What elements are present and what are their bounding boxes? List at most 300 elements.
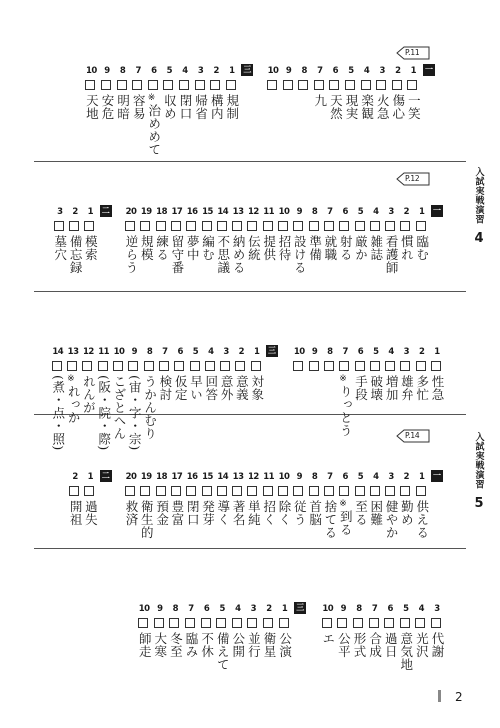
answer-text: 一笑 [406, 94, 422, 120]
answer-text: こざとへん [112, 375, 127, 440]
check-box[interactable] [293, 361, 303, 371]
answer-text: 合成 [367, 632, 383, 658]
page-reference-tag [396, 172, 426, 186]
check-box[interactable] [431, 618, 441, 628]
item-number: 10 [113, 347, 125, 357]
page-reference-label: P.11 [405, 48, 420, 57]
check-box[interactable] [205, 361, 215, 371]
answer-text: 治めめて [146, 104, 162, 156]
item-number: 3 [223, 347, 229, 357]
check-box[interactable] [309, 361, 319, 371]
check-box[interactable] [353, 618, 363, 628]
item-number: 1 [434, 347, 440, 357]
check-box[interactable] [263, 486, 273, 496]
answer-item [375, 44, 389, 144]
check-box[interactable] [267, 80, 277, 90]
check-box[interactable] [247, 618, 257, 628]
item-number: 13 [232, 207, 244, 217]
answer-item [292, 325, 306, 425]
check-box[interactable] [370, 221, 380, 231]
answer-item [246, 185, 260, 285]
check-box[interactable] [125, 221, 135, 231]
check-box[interactable] [415, 618, 425, 628]
answer-text: 対象 [249, 375, 265, 401]
check-box[interactable] [69, 486, 79, 496]
check-box[interactable] [324, 361, 334, 371]
check-box[interactable] [235, 361, 245, 371]
answer-item [231, 185, 245, 285]
check-box[interactable] [140, 221, 150, 231]
answer-text: 形式 [352, 632, 367, 658]
answer-item [338, 185, 352, 285]
item-number: 4 [208, 347, 214, 357]
item-number: 9 [131, 347, 137, 357]
check-box[interactable] [179, 80, 189, 90]
item-number: 4 [373, 207, 379, 217]
answer-item [415, 325, 429, 425]
section-divider [34, 291, 466, 292]
check-box[interactable] [376, 80, 386, 90]
check-box[interactable] [392, 80, 402, 90]
check-box[interactable] [154, 618, 164, 628]
answer-item [116, 44, 130, 144]
check-box[interactable] [355, 221, 365, 231]
answer-item [313, 44, 327, 144]
item-number: 3 [250, 604, 257, 614]
item-number: 6 [342, 472, 348, 482]
answer-item [282, 44, 296, 144]
check-box[interactable] [190, 361, 200, 371]
answer-text: 招く [261, 500, 277, 526]
check-box[interactable] [263, 221, 273, 231]
answer-text: 過日 [383, 632, 399, 658]
check-box[interactable] [210, 80, 220, 90]
item-number: 11 [263, 207, 275, 217]
answer-text: 臨み [184, 632, 199, 658]
answer-item [336, 582, 350, 682]
check-box[interactable] [416, 361, 426, 371]
item-number: 10 [322, 604, 334, 614]
answer-item [124, 450, 138, 550]
check-box[interactable] [309, 486, 319, 496]
check-box[interactable] [144, 361, 154, 371]
item-number: 5 [373, 347, 379, 357]
check-box[interactable] [283, 80, 293, 90]
item-number: 7 [327, 207, 333, 217]
item-number: 6 [357, 347, 364, 357]
item-number: 15 [202, 207, 213, 217]
check-box[interactable] [84, 486, 94, 496]
group-number-badge: 二 [101, 471, 110, 480]
answer-item [368, 582, 382, 682]
answer-text: 過失 [83, 500, 99, 526]
answer-item [155, 450, 169, 550]
answer-item [216, 185, 230, 285]
answer-item [278, 582, 292, 682]
item-number: 8 [172, 604, 179, 614]
answer-text: 模索 [83, 235, 99, 261]
check-box[interactable] [247, 486, 257, 496]
check-box[interactable] [384, 618, 394, 628]
item-number: 2 [266, 604, 272, 614]
check-box[interactable] [138, 618, 148, 628]
answer-item [338, 450, 352, 550]
answer-text: 火急 [375, 94, 391, 120]
answer-item [430, 582, 444, 682]
check-box[interactable] [220, 361, 230, 371]
check-box[interactable] [416, 221, 426, 231]
answer-item [383, 582, 397, 682]
answer-item [170, 185, 184, 285]
item-number: 12 [247, 472, 259, 482]
answer-text: 逆らう [124, 235, 139, 274]
item-number: 2 [72, 207, 78, 217]
item-number: 7 [327, 472, 333, 482]
answer-item [406, 44, 420, 144]
check-box[interactable] [156, 486, 166, 496]
item-number: 5 [357, 207, 364, 217]
page-reference-label: P.12 [405, 174, 420, 183]
check-box[interactable] [345, 80, 355, 90]
answer-text: 導く [215, 500, 231, 526]
check-box[interactable] [400, 361, 410, 371]
item-number: 13 [232, 472, 244, 482]
check-box[interactable] [226, 80, 236, 90]
check-box[interactable] [247, 221, 257, 231]
section-side-title-text: 入試実戦演習 [473, 167, 484, 224]
check-box[interactable] [169, 618, 179, 628]
item-number: 8 [327, 347, 333, 357]
check-box[interactable] [400, 486, 410, 496]
item-number: 10 [293, 347, 305, 357]
answer-item [137, 582, 151, 682]
check-box[interactable] [369, 618, 379, 628]
item-number: 9 [311, 347, 318, 357]
check-box[interactable] [54, 221, 64, 231]
item-number: 14 [217, 472, 229, 482]
answer-item [292, 185, 306, 285]
item-number: 19 [140, 472, 152, 482]
answer-item [100, 44, 114, 144]
item-number: 16 [186, 472, 198, 482]
answer-text: 多忙 [414, 375, 430, 401]
item-number: 3 [403, 347, 410, 357]
answer-item [430, 325, 444, 425]
check-box[interactable] [370, 486, 380, 496]
check-box[interactable] [195, 80, 205, 90]
answer-item [216, 450, 230, 550]
answer-item [369, 185, 383, 285]
answer-item [194, 44, 208, 144]
answer-text: 従う [292, 500, 308, 526]
check-box[interactable] [159, 361, 169, 371]
answer-item [384, 185, 398, 285]
item-number: 6 [151, 66, 157, 76]
check-box[interactable] [148, 80, 158, 90]
answer-item [139, 450, 153, 550]
answer-item [83, 185, 97, 285]
group-number-badge: 一 [433, 206, 441, 215]
check-box[interactable] [416, 486, 426, 496]
answer-text: 規制 [224, 94, 240, 120]
check-box[interactable] [128, 361, 138, 371]
check-box[interactable] [186, 221, 196, 231]
check-box[interactable] [324, 221, 334, 231]
check-box[interactable] [293, 486, 303, 496]
answer-item [219, 325, 233, 425]
check-box[interactable] [385, 486, 395, 496]
answer-text: 墓穴 [52, 235, 68, 261]
item-number: 15 [202, 472, 213, 482]
item-number: 2 [403, 472, 410, 482]
answer-item [200, 582, 214, 682]
answer-text: 練る [154, 235, 170, 261]
item-number: 3 [197, 66, 204, 76]
item-number: 4 [418, 604, 425, 614]
item-number: 4 [363, 66, 370, 76]
answer-item [277, 185, 291, 285]
item-number: 5 [403, 604, 409, 614]
check-box[interactable] [217, 486, 227, 496]
check-box[interactable] [101, 80, 111, 90]
item-number: 9 [285, 66, 292, 76]
answer-text: 収め [162, 94, 178, 120]
answer-text: れんが [81, 375, 97, 414]
page-reference-tag [396, 429, 426, 443]
check-box[interactable] [232, 618, 242, 628]
answer-text: 就職 [322, 235, 338, 261]
answer-text: 捨てる [322, 500, 338, 539]
check-box[interactable] [329, 80, 339, 90]
answer-item [308, 325, 322, 425]
answer-item [391, 44, 405, 144]
answer-text: 招待 [277, 235, 292, 261]
check-box[interactable] [263, 618, 273, 628]
item-number: 10 [278, 472, 290, 482]
answer-text: 安危 [100, 94, 115, 120]
answer-item [185, 185, 199, 285]
item-number: 8 [311, 207, 318, 217]
item-number: 3 [57, 207, 63, 217]
answer-text: 容易 [131, 94, 147, 120]
check-box[interactable] [201, 618, 211, 628]
item-number: 17 [171, 207, 183, 217]
answer-item [352, 582, 366, 682]
check-box[interactable] [431, 361, 441, 371]
item-number: 8 [311, 472, 318, 482]
page-reference-label: P.14 [405, 431, 420, 440]
item-number: 1 [281, 604, 288, 614]
answer-text: 閉口 [178, 94, 193, 120]
item-number: 1 [418, 207, 425, 217]
check-box[interactable] [186, 486, 196, 496]
answer-text: 閉口 [185, 500, 201, 526]
group-number-badge: 一 [425, 65, 433, 74]
item-number: 9 [157, 604, 163, 614]
item-number: 3 [379, 66, 385, 76]
check-box[interactable] [355, 486, 365, 496]
check-box[interactable] [85, 80, 95, 90]
answer-text: 性急 [430, 375, 445, 401]
check-box[interactable] [232, 221, 242, 231]
check-box[interactable] [251, 361, 261, 371]
answer-item [262, 582, 276, 682]
check-box[interactable] [278, 486, 288, 496]
check-box[interactable] [361, 80, 371, 90]
check-box[interactable] [370, 361, 380, 371]
answer-item [155, 185, 169, 285]
check-box[interactable] [125, 486, 135, 496]
item-number: 7 [342, 347, 348, 357]
item-number: 7 [135, 66, 141, 76]
answer-item [308, 185, 322, 285]
item-number: 7 [162, 347, 168, 357]
section-side-title [470, 432, 488, 511]
check-box[interactable] [385, 361, 395, 371]
item-number: 2 [418, 347, 425, 357]
answer-item [369, 325, 383, 425]
answer-text: 提供 [261, 235, 277, 261]
answer-item [127, 325, 143, 451]
check-box[interactable] [117, 80, 127, 90]
section-side-title [470, 167, 488, 246]
check-box[interactable] [174, 361, 184, 371]
item-number: 20 [125, 207, 137, 217]
item-number: 6 [387, 604, 393, 614]
check-box[interactable] [67, 361, 77, 371]
check-box[interactable] [216, 618, 226, 628]
answer-text: 首脳 [307, 500, 323, 526]
answer-text: 楽観 [359, 94, 375, 120]
answer-text: 雑誌 [368, 235, 384, 261]
answer-text: 不休 [199, 632, 215, 658]
check-box[interactable] [400, 618, 410, 628]
check-box[interactable] [324, 486, 334, 496]
answer-text: 伝統 [246, 235, 262, 261]
check-box[interactable] [339, 221, 349, 231]
answer-text: エ [320, 632, 336, 645]
check-box[interactable] [84, 221, 94, 231]
answer-item [153, 582, 167, 682]
check-box[interactable] [337, 618, 347, 628]
answer-text: 看護師 [384, 235, 400, 274]
answer-text: 準備 [307, 235, 323, 261]
item-number: 3 [388, 207, 394, 217]
answer-text: 冬至 [168, 632, 184, 658]
answer-text: 勤め [399, 500, 415, 526]
check-box[interactable] [82, 361, 92, 371]
answer-item [178, 44, 192, 144]
answer-item [297, 44, 311, 144]
item-number: 5 [348, 66, 354, 76]
item-number: 8 [146, 347, 153, 357]
answer-item [323, 325, 337, 425]
check-box[interactable] [298, 80, 308, 90]
item-number: 10 [85, 66, 97, 76]
check-box[interactable] [407, 80, 417, 90]
note-mark: ※ [147, 93, 156, 103]
check-box[interactable] [156, 221, 166, 231]
item-number: 2 [72, 472, 78, 482]
item-number: 8 [356, 604, 362, 614]
check-box[interactable] [202, 486, 212, 496]
item-number: 8 [301, 66, 307, 76]
answer-text: 師走 [137, 632, 153, 658]
answer-text: 意外 [219, 375, 235, 401]
answer-item [399, 325, 413, 425]
answer-text: (阪・院・際) [96, 375, 112, 451]
item-number: 1 [87, 472, 94, 482]
answer-item [173, 325, 187, 425]
item-number: 11 [98, 347, 110, 357]
answer-item [168, 582, 182, 682]
item-number: 19 [140, 207, 152, 217]
check-box[interactable] [98, 361, 108, 371]
check-box[interactable] [140, 486, 150, 496]
answer-text: 除く [277, 500, 292, 526]
item-number: 14 [52, 347, 64, 357]
answer-item [321, 582, 335, 682]
answer-item [131, 44, 145, 144]
check-box[interactable] [309, 221, 319, 231]
answer-item [124, 185, 138, 285]
answer-item [246, 450, 260, 550]
check-box[interactable] [314, 80, 324, 90]
answer-text: (煮・点・照) [50, 375, 66, 451]
answer-item [250, 325, 264, 425]
check-box[interactable] [339, 486, 349, 496]
check-box[interactable] [52, 361, 62, 371]
check-box[interactable] [355, 361, 365, 371]
check-box[interactable] [322, 618, 332, 628]
answer-item [354, 325, 368, 425]
check-box[interactable] [163, 80, 173, 90]
answer-text: 意義 [234, 375, 250, 401]
check-box[interactable] [132, 80, 142, 90]
check-box[interactable] [278, 221, 288, 231]
check-box[interactable] [293, 221, 303, 231]
item-number: 9 [340, 604, 347, 614]
check-box[interactable] [113, 361, 123, 371]
check-box[interactable] [217, 221, 227, 231]
check-box[interactable] [202, 221, 212, 231]
check-box[interactable] [339, 361, 349, 371]
item-number: 5 [357, 472, 364, 482]
answer-text: 衛生的 [139, 500, 155, 539]
item-number: 8 [119, 66, 126, 76]
check-box[interactable] [400, 221, 410, 231]
answer-item [146, 44, 162, 156]
answer-item [415, 450, 429, 550]
check-box[interactable] [279, 618, 289, 628]
item-number: 5 [219, 604, 225, 614]
answer-item [162, 44, 176, 144]
check-box[interactable] [385, 221, 395, 231]
check-box[interactable] [171, 486, 181, 496]
check-box[interactable] [185, 618, 195, 628]
check-box[interactable] [69, 221, 79, 231]
check-box[interactable] [232, 486, 242, 496]
answer-item [399, 450, 413, 550]
check-box[interactable] [171, 221, 181, 231]
answer-text: 構内 [209, 94, 225, 120]
answer-item [234, 325, 248, 425]
answer-item [139, 185, 153, 285]
answer-text: 光沢 [414, 632, 430, 658]
answer-text: 天然 [328, 94, 344, 120]
answer-text: 傷心 [390, 94, 406, 120]
answer-text: 帰省 [193, 94, 209, 120]
